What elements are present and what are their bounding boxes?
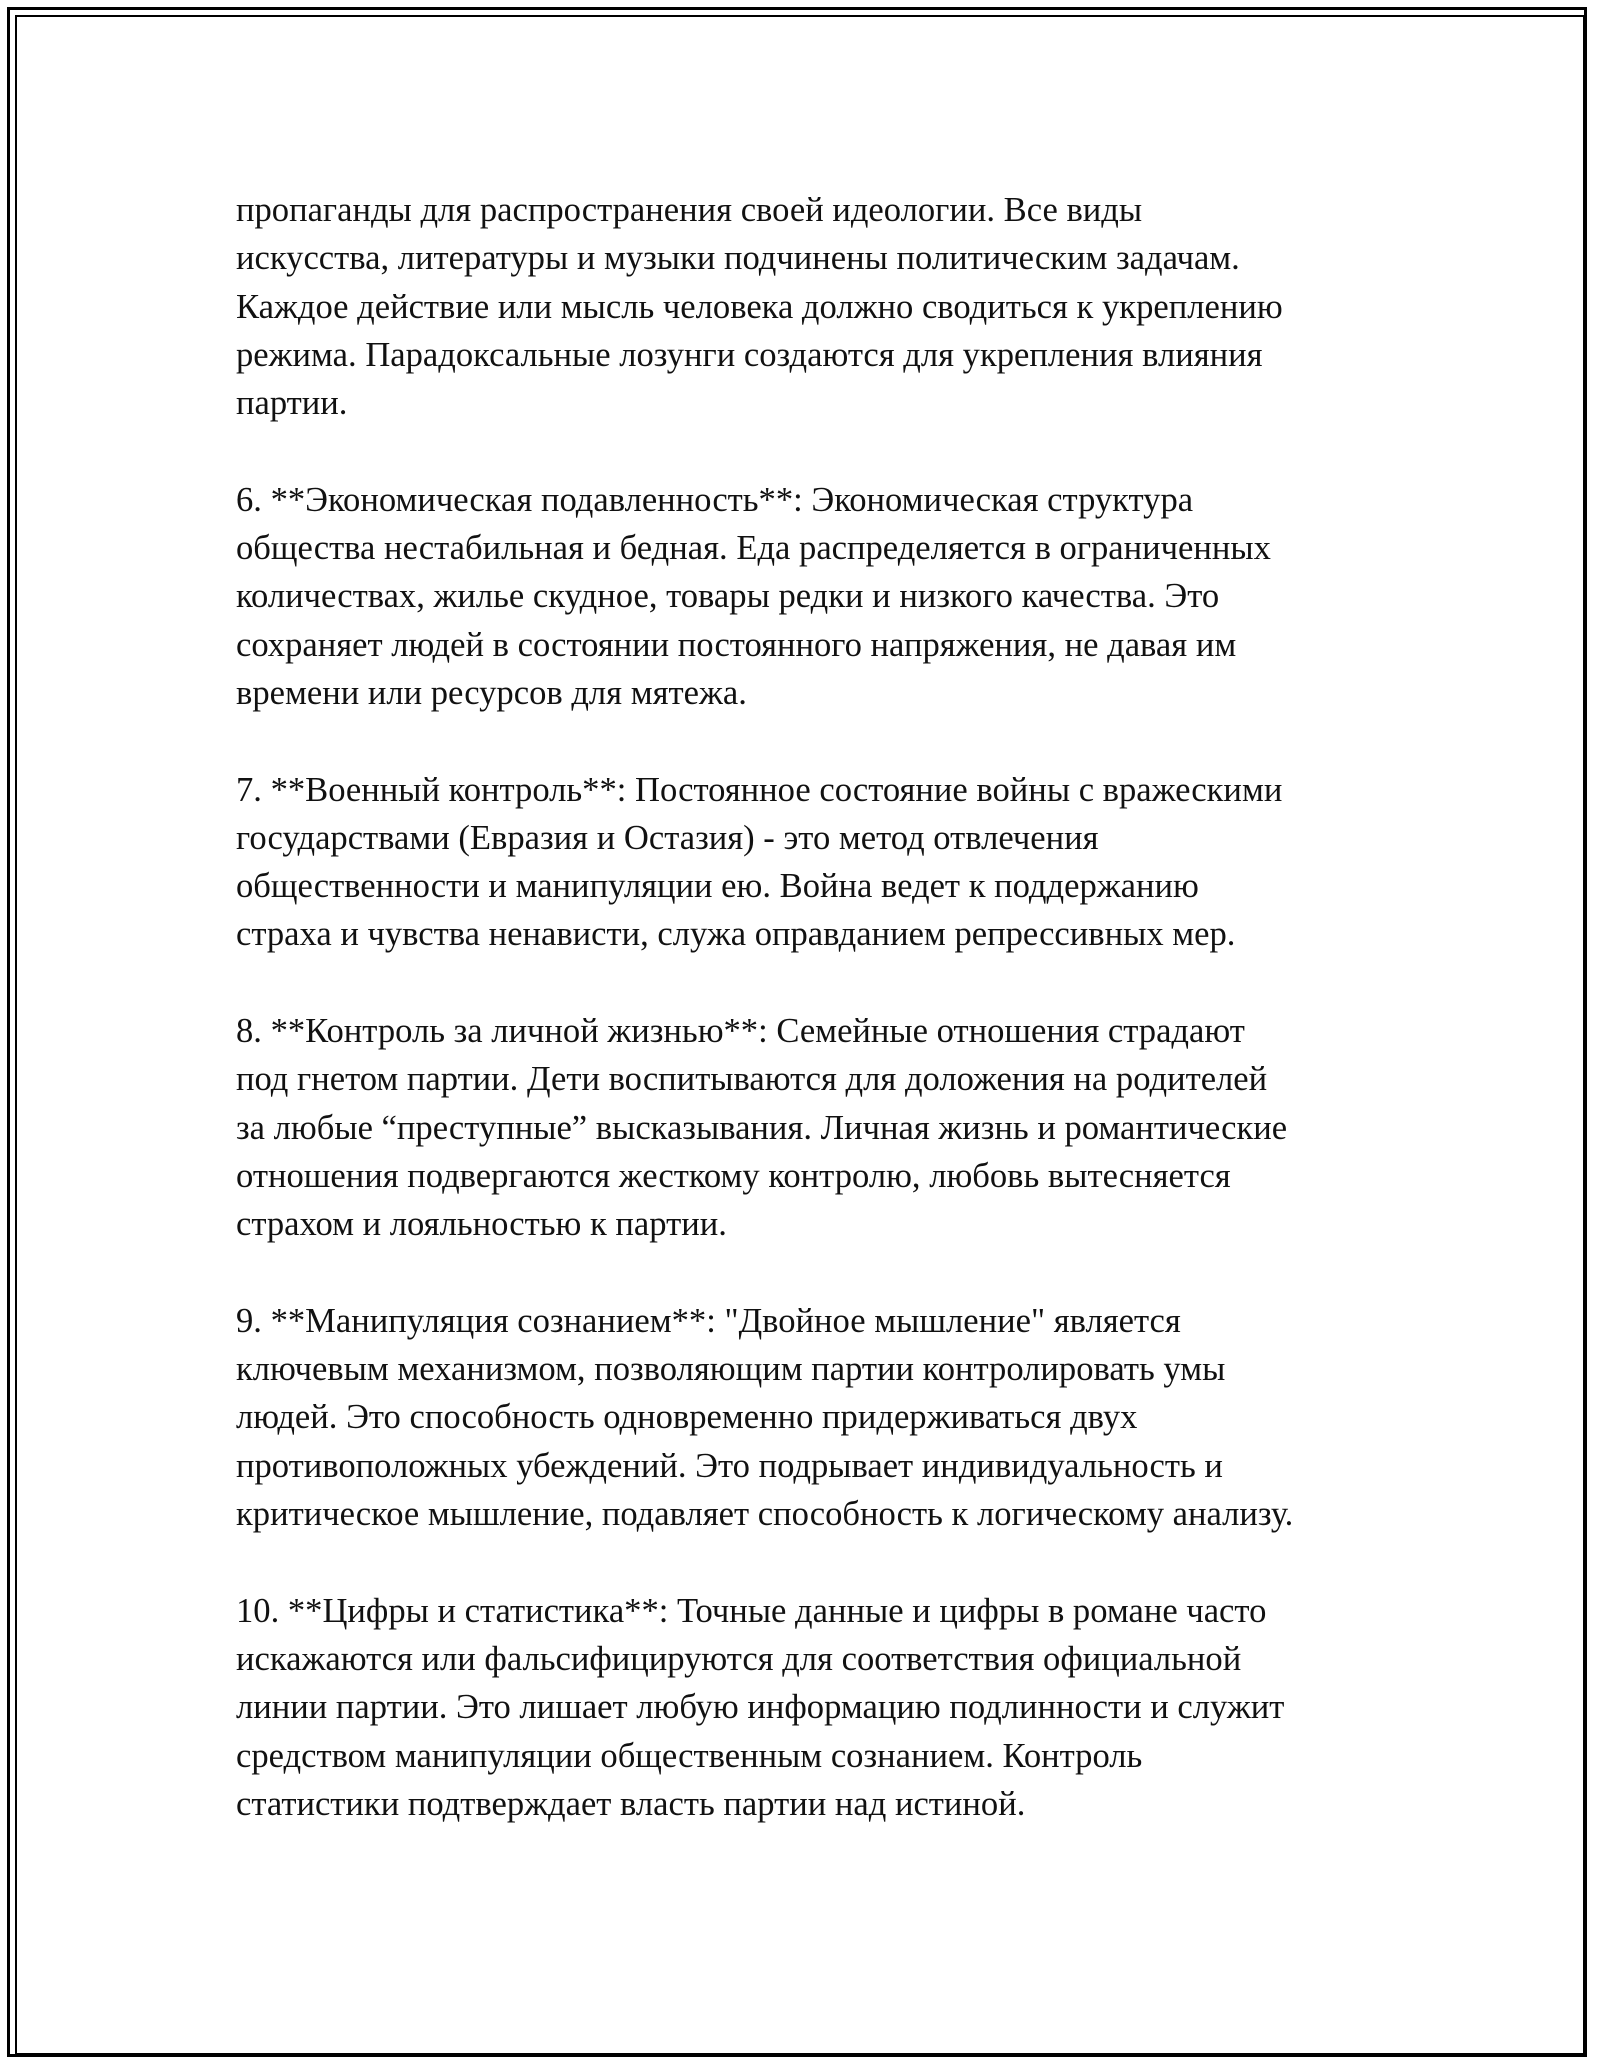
text-line: количествах, жилье скудное, товары редки и низкого качества. Это bbox=[236, 577, 1220, 616]
text-line: Каждое действие или мысль человека должно сводиться к укреплению bbox=[236, 287, 1283, 326]
text-line: 7. **Военный контроль**: Постоянное состояние войны с вражескими bbox=[236, 770, 1283, 809]
paragraph-item-10 bbox=[236, 1587, 1386, 1828]
text-line: отношения подвергаются жесткому контролю, любовь вытесняется bbox=[236, 1156, 1231, 1195]
text-line: общества нестабильная и бедная. Еда распределяется в ограниченных bbox=[236, 529, 1271, 568]
text-line: страха и чувства ненависти, служа оправданием репрессивных мер. bbox=[236, 915, 1236, 954]
paragraph-item-6 bbox=[236, 476, 1386, 717]
text-line: пропаганды для распространения своей идеологии. Все виды bbox=[236, 191, 1143, 229]
document-body bbox=[236, 186, 1386, 1876]
text-line: государствами (Евразия и Остазия) - это метод отвлечения bbox=[236, 818, 1099, 857]
text-line: общественности и манипуляции ею. Война ведет к поддержанию bbox=[236, 867, 1199, 906]
text-line: партии. bbox=[236, 384, 348, 423]
text-line: 10. **Цифры и статистика**: Точные данные и цифры в романе часто bbox=[236, 1591, 1267, 1630]
text-line: критическое мышление, подавляет способность к логическому анализу. bbox=[236, 1495, 1294, 1534]
text-line: линии партии. Это лишает любую информацию подлинности и служит bbox=[236, 1688, 1285, 1727]
text-line: средством манипуляции общественным сознанием. Контроль bbox=[236, 1736, 1143, 1775]
text-line: времени или ресурсов для мятежа. bbox=[236, 673, 747, 712]
paragraph-item-8 bbox=[236, 1007, 1386, 1248]
text-line: 8. **Контроль за личной жизнью**: Семейные отношения страдают bbox=[236, 1012, 1245, 1051]
text-line: противоположных убеждений. Это подрывает индивидуальность и bbox=[236, 1446, 1223, 1485]
text-line: режима. Парадоксальные лозунги создаются для укрепления влияния bbox=[236, 335, 1263, 374]
text-line: искусства, литературы и музыки подчинены политическим задачам. bbox=[236, 239, 1240, 278]
text-line: людей. Это способность одновременно придерживаться двух bbox=[236, 1398, 1138, 1437]
paragraph-item-9 bbox=[236, 1297, 1386, 1538]
text-line: 6. **Экономическая подавленность**: Экономическая структура bbox=[236, 480, 1194, 519]
text-line: 9. **Манипуляция сознанием**: "Двойное мышление" является bbox=[236, 1301, 1181, 1340]
text-line: за любые “преступные” высказывания. Личная жизнь и романтические bbox=[236, 1108, 1288, 1147]
text-line: искажаются или фальсифицируются для соответствия официальной bbox=[236, 1639, 1242, 1678]
text-line: под гнетом партии. Дети воспитываются для доложения на родителей bbox=[236, 1060, 1268, 1099]
paragraph-propaganda-continued bbox=[236, 186, 1386, 427]
text-line: статистики подтверждает власть партии над истиной. bbox=[236, 1784, 1026, 1823]
paragraph-item-7 bbox=[236, 766, 1386, 959]
text-line: страхом и лояльностью к партии. bbox=[236, 1205, 727, 1244]
text-line: ключевым механизмом, позволяющим партии контролировать умы bbox=[236, 1350, 1226, 1389]
text-line: сохраняет людей в состоянии постоянного напряжения, не давая им bbox=[236, 625, 1237, 664]
